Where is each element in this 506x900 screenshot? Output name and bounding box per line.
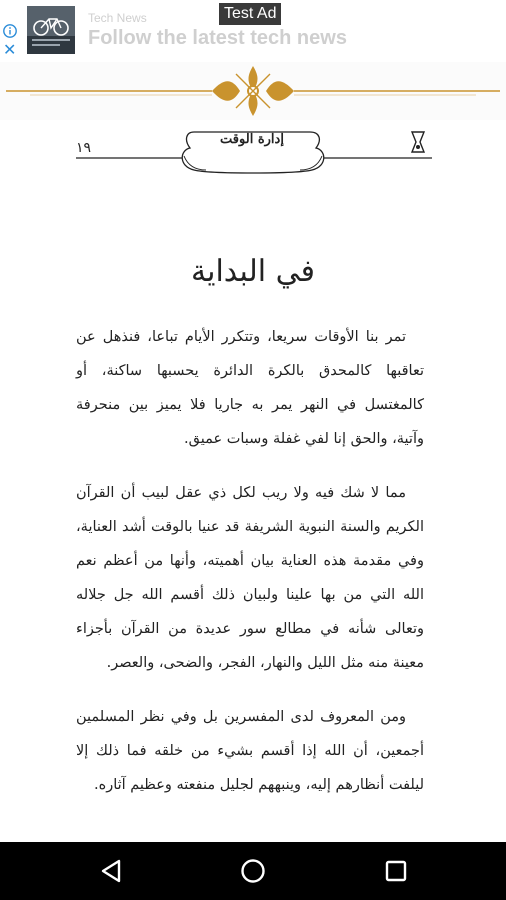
test-ad-badge: Test Ad — [219, 3, 281, 25]
system-nav-bar — [0, 842, 506, 900]
ad-thumbnail[interactable] — [27, 6, 75, 54]
body-paragraph: ومن المعروف لدى المفسرين بل وفي نظر المسلمين أجمعين، أن الله إذا أقسم بشيء من خلقه فما ذلك إلا ليلفت أنظارهم إليه، وينبههم لجليل منفعته وعظيم آثاره. — [76, 709, 424, 793]
body-paragraph: تمر بنا الأوقات سريعا، وتتكرر الأيام تباعا، فنذهل عن تعاقبها كالمحدق بالكرة الدائرة يحسبها ساكنة، أو كالمغتسل في النهر يمر به جاريا فلا يميز بين منحرفة وآتية، والحق إنا لفي غفلة وسبات عميق. — [76, 329, 424, 447]
chapter-title: في البداية — [191, 254, 315, 289]
recents-square-icon[interactable] — [381, 856, 411, 886]
ad-info-icon[interactable] — [3, 23, 17, 37]
ad-headline[interactable]: Follow the latest tech news — [88, 27, 347, 49]
body-paragraph: مما لا شك فيه ولا ريب لكل ذي عقل لبيب أن القرآن الكريم والسنة النبوية الشريفة قد عنيا بالوقت أشد العناية، وفي مقدمة هذه العناية بيان أهميته، وأنها من أعظم نعم الله التي من بها علينا ولبيان ذلك أقسم الله جل جلاله وتعالى شأنه في مطالع سور عديدة من القرآن بأجزاء معينة منه مثل الليل والنهار، الفجر، والضحى، والعصر. — [76, 485, 424, 671]
home-circle-icon[interactable] — [238, 856, 268, 886]
page-number: ١٩ — [76, 140, 92, 156]
back-triangle-icon[interactable] — [97, 856, 127, 886]
ad-source: Tech News — [88, 11, 147, 25]
running-header-title: إدارة الوقت — [220, 132, 284, 147]
ad-close-icon[interactable]: ✕ — [3, 42, 17, 59]
ornament-divider — [0, 62, 506, 120]
page-header — [76, 126, 432, 186]
ad-banner[interactable] — [0, 0, 506, 63]
